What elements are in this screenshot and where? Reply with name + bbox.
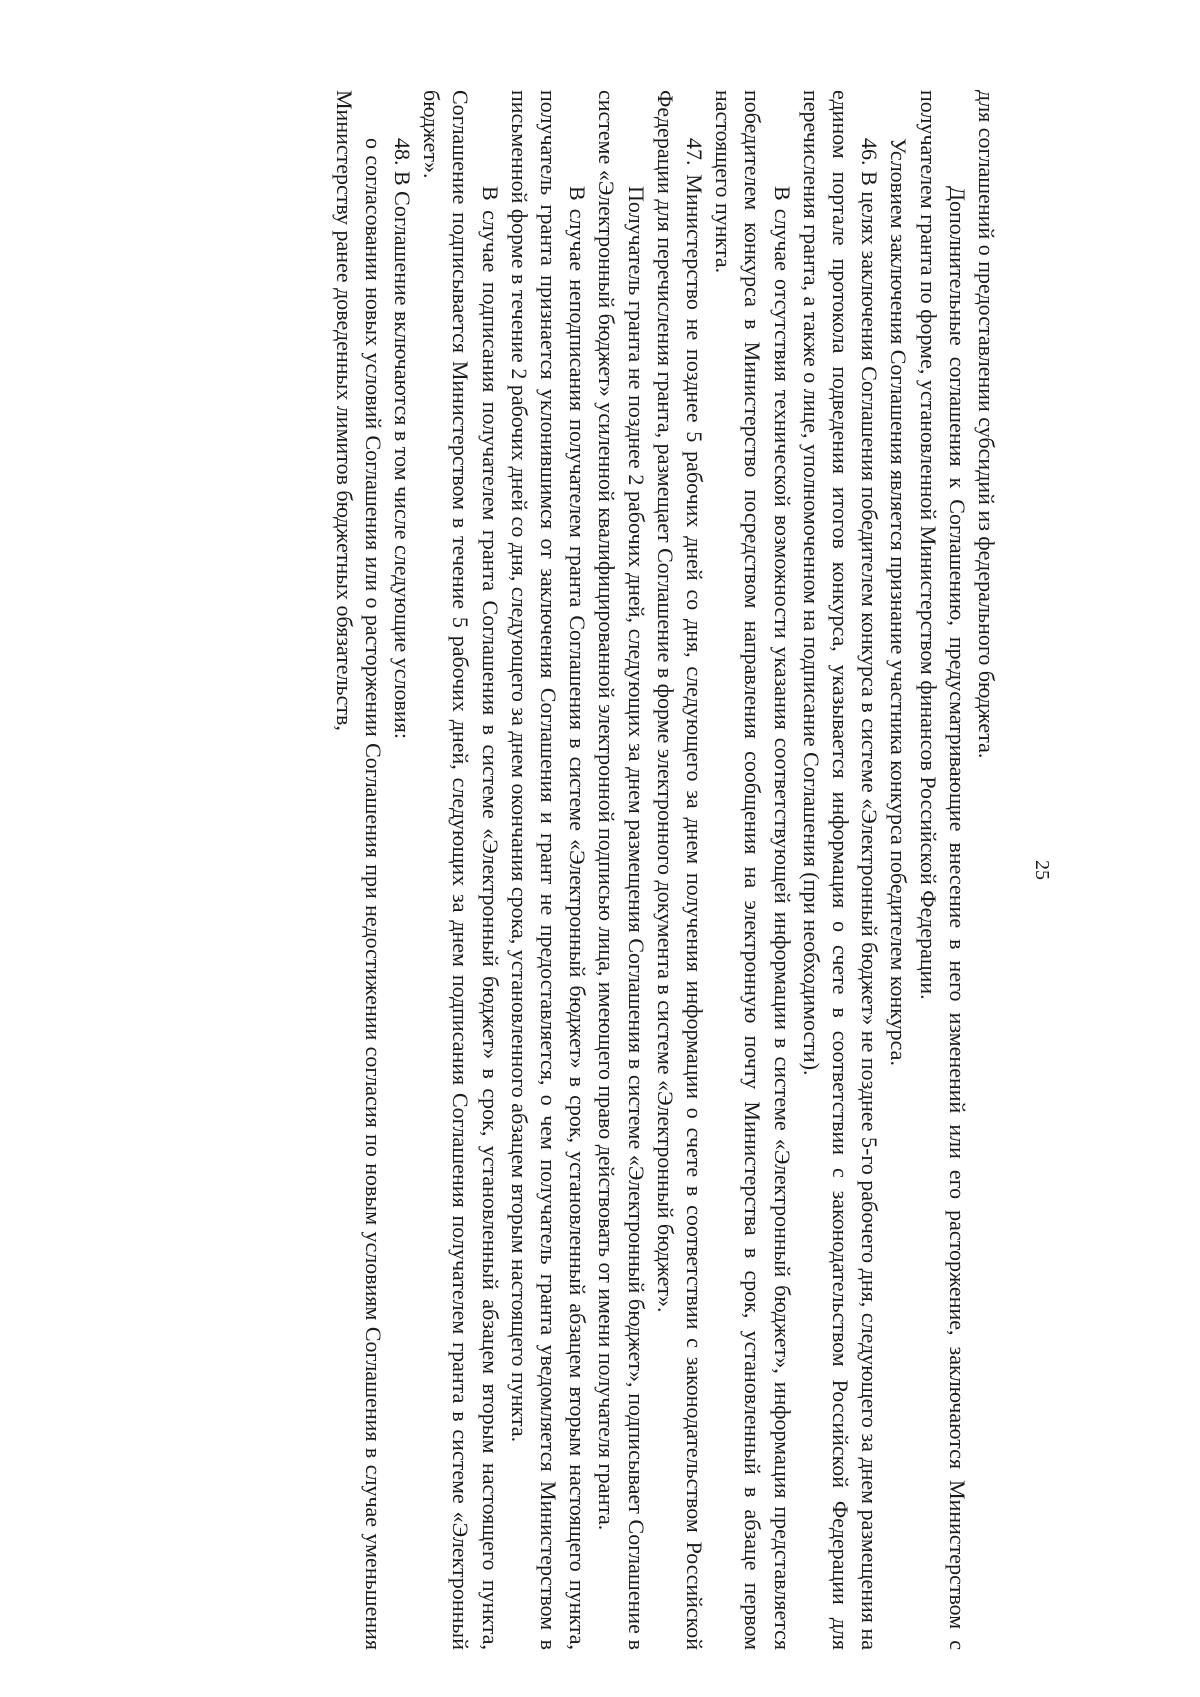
paragraph: В случае подписания получателем гранта Соглашения в системе «Электронный бюджет» в срок, установленный абзацем вторым настоящего пункта, Соглашение подписывается Министерством в течение 5 рабочих дней, следующих за днем подписания Соглашения получателем гранта в системе «Электронный бюджет».: [419, 90, 503, 1650]
paragraph: 47. Министерство не позднее 5 рабочих дней со дня, следующего за днем получения информации о счете в соответствии с законодательством Российской Федерации для перечисления гранта, размещает Соглашение в форме электронного документа в системе «Электронный бюджет».: [652, 90, 707, 1650]
paragraph: Дополнительные соглашения к Соглашению, предусматривающие внесение в него изменений или его расторжение, заключаются Министерством с получателем гранта по форме, установленной Министерством финансов Российской Федерации.: [915, 90, 970, 1650]
document-body: [329, 90, 1001, 1650]
paragraph: 46. В целях заключения Соглашения победителем конкурса в системе «Электронный бюджет» не позднее 5-го рабочего дня, следующего за днем размещения на едином портале протокола подведения итогов конкурса, указывается информация о счете в соответствии с законодательством Российской Федерации для перечисления гранта, а также о лице, уполномоченном на подписание Соглашения (при необходимости).: [798, 90, 883, 1650]
paragraph: для соглашений о предоставлении субсидий из федерального бюджета.: [974, 90, 999, 759]
paragraph: Условием заключения Соглашения является признание участника конкурса победителем конкурса.: [886, 138, 912, 1066]
paragraph: В случае неподписания получателем гранта Соглашения в системе «Электронный бюджет» в срок, установленный абзацем вторым настоящего пункта, получатель гранта признается уклонившимся от заключения Соглашения и грант не предоставляется, о чем получатель гранта уведомляется Министерством в письменной форме в течение 2 рабочих дней со дня, следующего за днем окончания срока, установленного абзацем вторым настоящего пункта.: [506, 90, 591, 1650]
paragraph: Получатель гранта не позднее 2 рабочих дней, следующих за днем размещения Соглашения в системе «Электронный бюджет», подписывает Соглашение в системе «Электронный бюджет» усиленной квалифицированной электронной подписью лица, имеющего право действовать от имени получателя гранта.: [594, 90, 649, 1650]
paragraph: о согласовании новых условий Соглашения или о расторжении Соглашения при недостижении согласия по новым условиям Соглашения в случае уменьшения Министерству ранее доведенных лимитов бюджетных обязательств,: [331, 90, 386, 1650]
page-number: 25: [1031, 860, 1053, 880]
paragraph: 48. В Соглашение включаются в том числе следующие условия:: [389, 138, 415, 739]
paragraph: В случае отсутствия технической возможности указания соответствующей информации в системе «Электронный бюджет», информация представляется победителем конкурса в Министерство посредством направления сообщения на электронную почту Министерства в срок, установленный в абзаце первом настоящего пункта.: [711, 90, 795, 1650]
rotated-page-content: [101, 90, 1061, 1650]
